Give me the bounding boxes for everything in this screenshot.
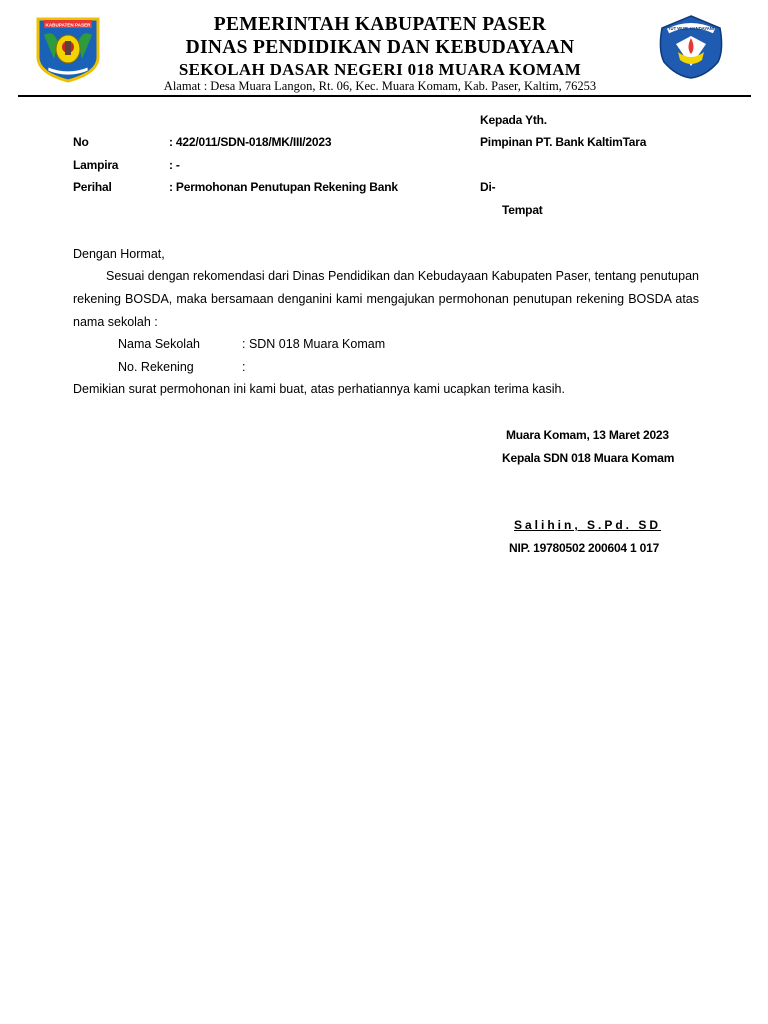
recipient-greeting: Kepada Yth. [480,113,547,127]
greeting: Dengan Hormat, [73,247,165,261]
lampiran-label: Lampira [73,158,119,172]
letterhead-address: Alamat : Desa Muara Langon, Rt. 06, Kec. Muara Komam, Kab. Paser, Kaltim, 76253 [163,79,597,93]
perihal-value: : Permohonan Penutupan Rekening Bank [169,180,398,194]
body-paragraph: Sesuai dengan rekomendasi dari Dinas Pendidikan dan Kebudayaan Kabupaten Paser, tentang penutupan rekening BOSDA, maka bersamaan denganini kami mengajukan permohonan penutupan rekening BOSDA atas nama sekolah : [73,269,699,329]
recipient-di: Di- [480,180,496,194]
right-logo-text: TUT WURI HANDAYANI [668,26,714,31]
letterhead-government: PEMERINTAH KABUPATEN PASER [213,14,547,35]
recipient-name: Pimpinan PT. Bank KaltimTara [480,135,647,149]
school-name-label: Nama Sekolah [118,337,200,351]
letterhead-divider [18,95,751,97]
no-value: : 422/011/SDN-018/MK/III/2023 [169,135,332,149]
signatory-nip: NIP. 19780502 200604 1 017 [509,541,660,555]
tut-wuri-handayani-logo [656,14,726,80]
account-number-label: No. Rekening [118,360,194,374]
account-number-value: : [242,360,246,374]
closing-sentence: Demikian surat permohonan ini kami buat, atas perhatiannya kami ucapkan terima kasih. [73,382,565,396]
signatory-name: Salihin, S.Pd. SD [514,518,662,532]
kabupaten-paser-logo [34,13,102,83]
school-name-value: : SDN 018 Muara Komam [242,337,386,351]
left-logo-text: KABUPATEN PASER [45,22,91,28]
signatory-position: Kepala SDN 018 Muara Komam [502,451,675,465]
recipient-place: Tempat [502,203,543,217]
perihal-label: Perihal [73,180,112,194]
no-label: No [73,135,89,149]
letterhead-school: SEKOLAH DASAR NEGERI 018 MUARA KOMAM [178,60,582,79]
lampiran-value: : - [169,158,180,172]
letterhead-department: DINAS PENDIDIKAN DAN KEBUDAYAAN [185,37,575,58]
place-date: Muara Komam, 13 Maret 2023 [506,428,669,442]
